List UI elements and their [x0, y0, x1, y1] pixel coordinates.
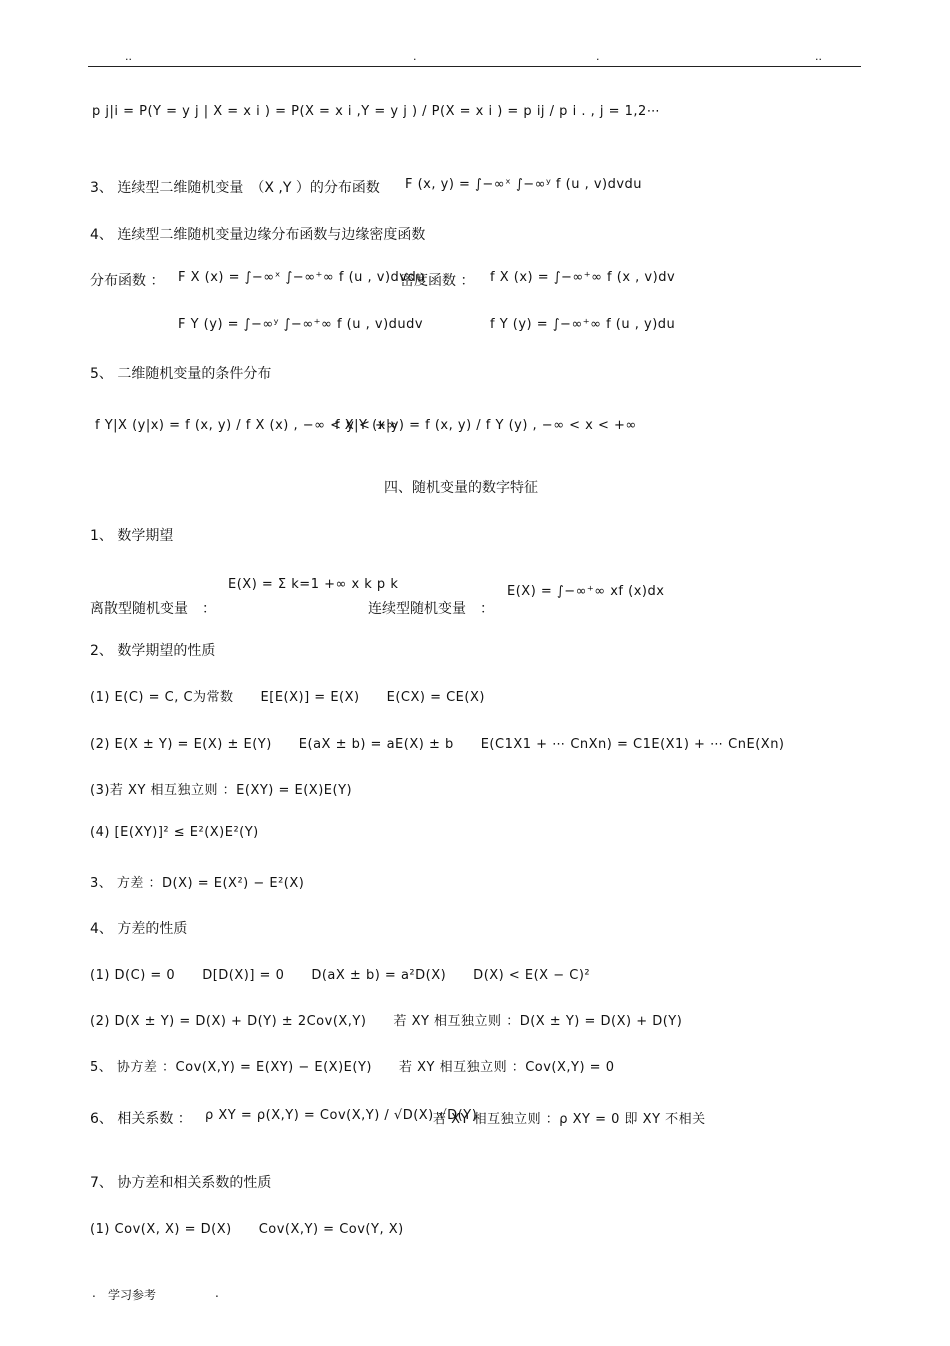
variance-property-2: (2) D(X ± Y) = D(X) + D(Y) ± 2Cov(X,Y) 若 XY 相互独立则 ：D(X ± Y) = D(X) + D(Y) [90, 1014, 683, 1029]
header-mark-1: .. [125, 50, 132, 63]
item3-label: 3、 连续型二维随机变量 （X ,Y ）的分布函数 [90, 180, 380, 196]
continuous-expectation-formula: E(X) = ∫−∞⁺∞ xf (x)dx [507, 584, 665, 599]
covariance-property-1: (1) Cov(X, X) = D(X) Cov(X,Y) = Cov(Y, X) [90, 1222, 404, 1237]
expectation-property-3: (3)若 XY 相互独立则 ：E(XY) = E(X)E(Y) [90, 783, 353, 798]
s7-label: 7、 协方差和相关系数的性质 [90, 1175, 272, 1191]
section4-title: 四、随机变量的数字特征 [384, 480, 538, 496]
fy-formula: f Y (y) = ∫−∞⁺∞ f (u , y)du [490, 317, 676, 332]
s6-independence-note: 若 XY 相互独立则 ：ρ XY = 0 即 XY 不相关 [433, 1112, 706, 1127]
cond-density-xy: f X|Y (x|y) = f (x, y) / f Y (y) , −∞ < x < +∞ [335, 418, 637, 433]
header-mark-2: . [413, 50, 417, 63]
continuous-label: 连续型随机变量 ： [368, 601, 494, 617]
s1-label: 1、 数学期望 [90, 528, 174, 544]
discrete-expectation-formula: E(X) = Σ k=1 +∞ x k p k [228, 577, 399, 592]
discrete-label: 离散型随机变量 ： [90, 601, 216, 617]
header-mark-3: . [596, 50, 600, 63]
expectation-property-2: (2) E(X ± Y) = E(X) ± E(Y) E(aX ± b) = aE(X) ± b E(C1X1 + ⋯ CnXn) = C1E(X1) + ⋯ CnE(Xn) [90, 737, 785, 752]
header-mark-4: .. [815, 50, 822, 63]
density-func-label: 密度函数 ： [400, 273, 475, 289]
Fx-formula: F X (x) = ∫−∞ˣ ∫−∞⁺∞ f (u , v)dvdu [178, 270, 425, 285]
s6-label: 6、 相关系数 ： [90, 1111, 192, 1127]
footer-dot-right: . [215, 1286, 219, 1300]
s2-label: 2、 数学期望的性质 [90, 643, 216, 659]
item4-label: 4、 连续型二维随机变量边缘分布函数与边缘密度函数 [90, 227, 426, 243]
header-rule [88, 66, 861, 67]
item3-formula: F (x, y) = ∫−∞ˣ ∫−∞ʸ f (u , v)dvdu [405, 177, 643, 192]
conditional-pmf-formula: p j|i = P(Y = y j | X = x i ) = P(X = x i ,Y = y j ) / P(X = x i ) = p ij / p i . , j = 1,2⋯ [92, 104, 661, 119]
item5-label: 5、 二维随机变量的条件分布 [90, 366, 272, 382]
expectation-property-1: (1) E(C) = C, C为常数 E[E(X)] = E(X) E(CX) = CE(X) [90, 690, 485, 705]
dist-func-label: 分布函数 ： [90, 273, 165, 289]
expectation-property-4: (4) [E(XY)]² ≤ E²(X)E²(Y) [90, 825, 259, 840]
variance-property-1: (1) D(C) = 0 D[D(X)] = 0 D(aX ± b) = a²D(X) D(X) < E(X − C)² [90, 968, 591, 983]
s6-correlation-formula: ρ XY = ρ(X,Y) = Cov(X,Y) / √D(X) √D(Y) [205, 1108, 478, 1123]
Fy-formula: F Y (y) = ∫−∞ʸ ∫−∞⁺∞ f (u , v)dudv [178, 317, 424, 332]
footer-dot-left: . [92, 1286, 96, 1300]
s3-variance: 3、 方差 ：D(X) = E(X²) − E²(X) [90, 876, 305, 891]
s4-label: 4、 方差的性质 [90, 921, 188, 937]
footer-label: 学习参考 [108, 1288, 157, 1302]
s5-covariance: 5、 协方差 ：Cov(X,Y) = E(XY) − E(X)E(Y) 若 XY 相互独立则 ：Cov(X,Y) = 0 [90, 1060, 615, 1075]
cond-density-yx: f Y|X (y|x) = f (x, y) / f X (x) , −∞ < y < +∞ [95, 418, 398, 433]
fx-formula: f X (x) = ∫−∞⁺∞ f (x , v)dv [490, 270, 676, 285]
